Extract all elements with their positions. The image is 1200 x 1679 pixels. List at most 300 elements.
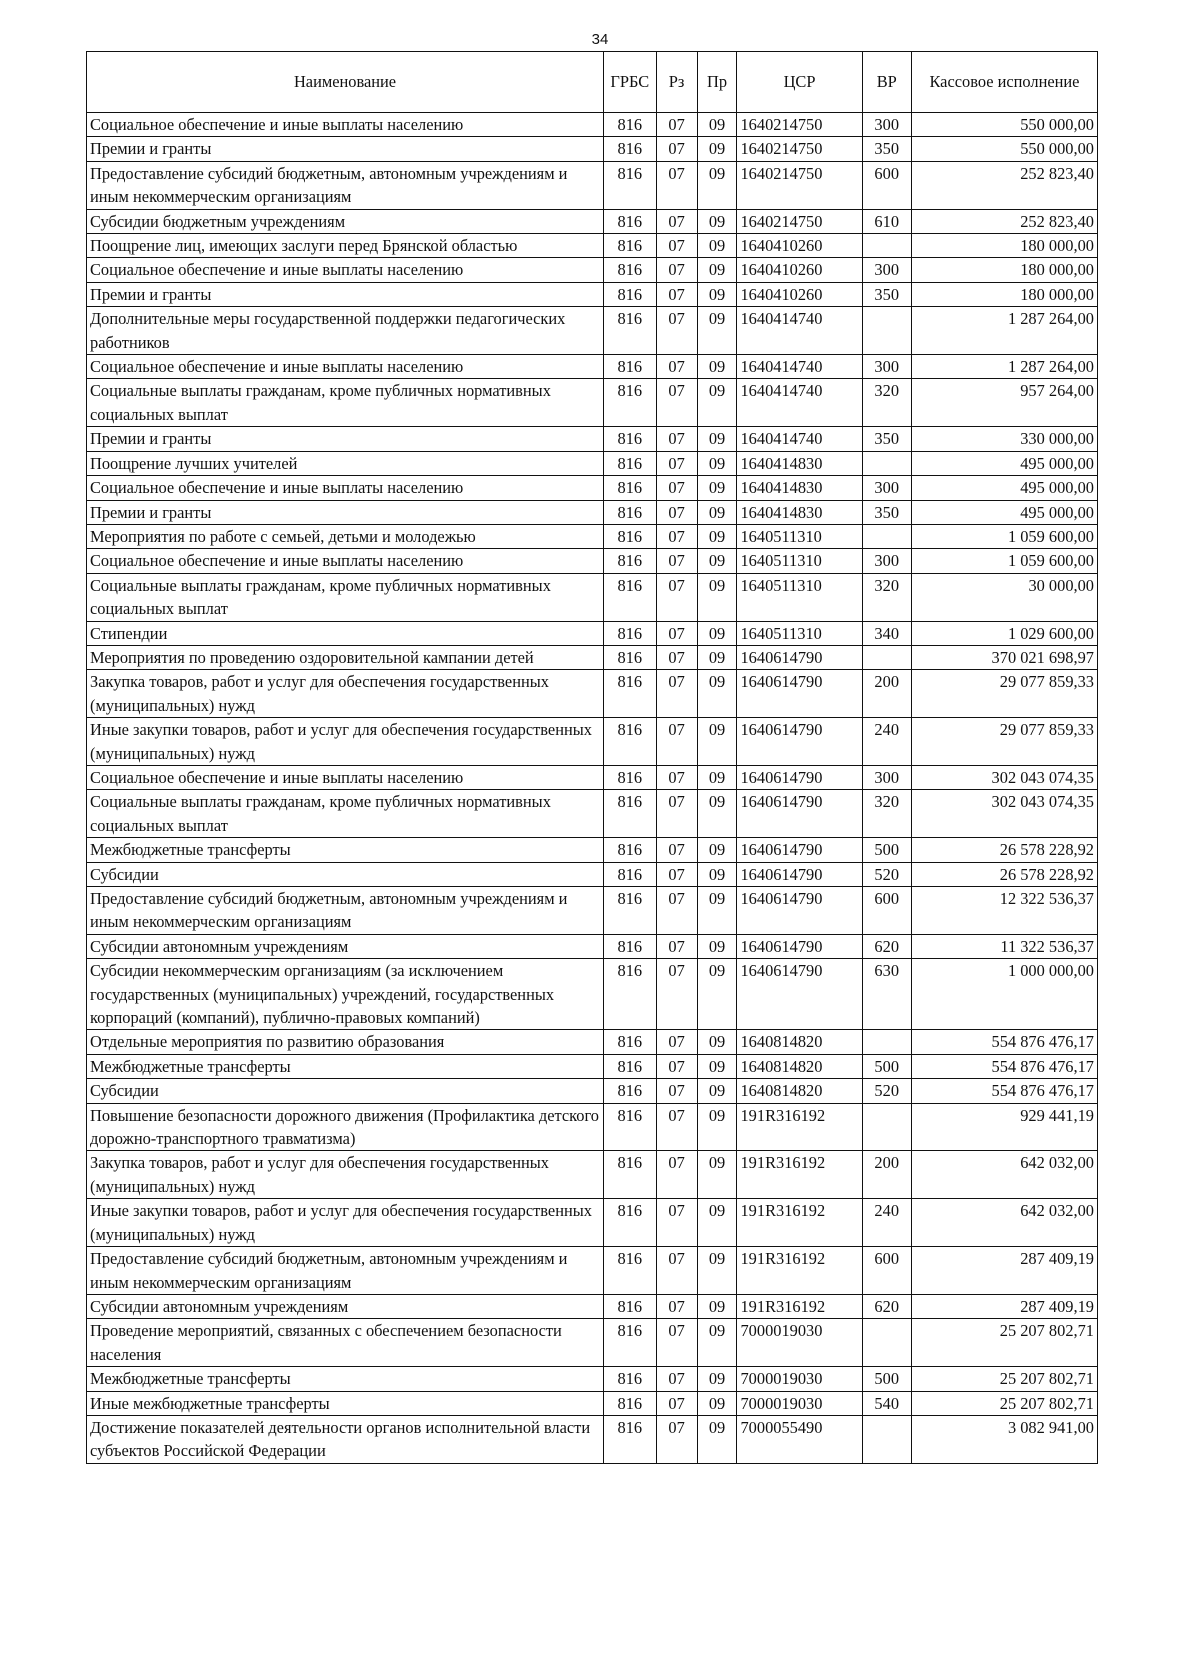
cell-amount: 495 000,00 — [911, 476, 1097, 500]
cell-csr: 1640614790 — [737, 934, 862, 958]
cell-name: Отдельные мероприятия по развитию образования — [87, 1030, 604, 1054]
cell-vr: 240 — [862, 718, 911, 766]
cell-grbs: 816 — [604, 645, 657, 669]
cell-rz: 07 — [656, 427, 697, 451]
cell-csr: 1640511310 — [737, 524, 862, 548]
cell-rz: 07 — [656, 1103, 697, 1151]
cell-vr: 500 — [862, 1054, 911, 1078]
cell-amount: 252 823,40 — [911, 209, 1097, 233]
cell-name: Повышение безопасности дорожного движения (Профилактика детского дорожно-транспортного травматизма) — [87, 1103, 604, 1151]
cell-grbs: 816 — [604, 209, 657, 233]
table-row — [87, 1030, 1098, 1054]
cell-rz: 07 — [656, 282, 697, 306]
table-row — [87, 524, 1098, 548]
cell-name: Премии и гранты — [87, 282, 604, 306]
cell-amount: 554 876 476,17 — [911, 1054, 1097, 1078]
cell-amount: 25 207 802,71 — [911, 1319, 1097, 1367]
table-row — [87, 258, 1098, 282]
header-rz: Рз — [656, 52, 697, 113]
cell-pr: 09 — [697, 1247, 737, 1295]
cell-grbs: 816 — [604, 1199, 657, 1247]
cell-amount: 25 207 802,71 — [911, 1391, 1097, 1415]
cell-amount: 180 000,00 — [911, 234, 1097, 258]
table-row — [87, 670, 1098, 718]
cell-csr: 1640214750 — [737, 161, 862, 209]
cell-rz: 07 — [656, 934, 697, 958]
cell-rz: 07 — [656, 258, 697, 282]
cell-pr: 09 — [697, 1103, 737, 1151]
cell-pr: 09 — [697, 1199, 737, 1247]
cell-grbs: 816 — [604, 307, 657, 355]
cell-csr: 1640410260 — [737, 282, 862, 306]
table-row — [87, 307, 1098, 355]
cell-pr: 09 — [697, 113, 737, 137]
cell-name: Мероприятия по проведению оздоровительной кампании детей — [87, 645, 604, 669]
table-row — [87, 451, 1098, 475]
header-pr: Пр — [697, 52, 737, 113]
cell-amount: 287 409,19 — [911, 1294, 1097, 1318]
cell-csr: 1640414740 — [737, 427, 862, 451]
cell-name: Поощрение лиц, имеющих заслуги перед Брянской областью — [87, 234, 604, 258]
table-row — [87, 137, 1098, 161]
cell-grbs: 816 — [604, 137, 657, 161]
cell-grbs: 816 — [604, 355, 657, 379]
cell-csr: 191R316192 — [737, 1294, 862, 1318]
cell-pr: 09 — [697, 887, 737, 935]
header-vr: ВР — [862, 52, 911, 113]
cell-amount: 25 207 802,71 — [911, 1367, 1097, 1391]
cell-pr: 09 — [697, 670, 737, 718]
cell-amount: 29 077 859,33 — [911, 718, 1097, 766]
cell-rz: 07 — [656, 959, 697, 1030]
cell-csr: 1640414830 — [737, 500, 862, 524]
cell-vr: 300 — [862, 258, 911, 282]
cell-grbs: 816 — [604, 790, 657, 838]
cell-amount: 929 441,19 — [911, 1103, 1097, 1151]
cell-rz: 07 — [656, 1319, 697, 1367]
table-row — [87, 887, 1098, 935]
cell-pr: 09 — [697, 500, 737, 524]
table-row — [87, 765, 1098, 789]
cell-csr: 7000055490 — [737, 1415, 862, 1463]
cell-amount: 554 876 476,17 — [911, 1079, 1097, 1103]
cell-vr: 320 — [862, 379, 911, 427]
cell-vr: 320 — [862, 573, 911, 621]
cell-pr: 09 — [697, 549, 737, 573]
cell-amount: 1 000 000,00 — [911, 959, 1097, 1030]
cell-grbs: 816 — [604, 451, 657, 475]
cell-amount: 642 032,00 — [911, 1151, 1097, 1199]
cell-rz: 07 — [656, 476, 697, 500]
cell-rz: 07 — [656, 161, 697, 209]
cell-csr: 1640814820 — [737, 1030, 862, 1054]
cell-rz: 07 — [656, 500, 697, 524]
cell-name: Субсидии — [87, 1079, 604, 1103]
cell-rz: 07 — [656, 113, 697, 137]
cell-name: Иные закупки товаров, работ и услуг для обеспечения государственных (муниципальных) нужд — [87, 718, 604, 766]
table-row — [87, 1391, 1098, 1415]
cell-amount: 1 059 600,00 — [911, 524, 1097, 548]
cell-amount: 180 000,00 — [911, 258, 1097, 282]
cell-csr: 1640410260 — [737, 258, 862, 282]
cell-rz: 07 — [656, 862, 697, 886]
cell-csr: 1640614790 — [737, 959, 862, 1030]
header-amount: Кассовое исполнение — [911, 52, 1097, 113]
cell-amount: 26 578 228,92 — [911, 862, 1097, 886]
cell-rz: 07 — [656, 790, 697, 838]
cell-name: Премии и гранты — [87, 137, 604, 161]
table-row — [87, 790, 1098, 838]
table-row — [87, 862, 1098, 886]
cell-vr — [862, 1103, 911, 1151]
cell-rz: 07 — [656, 765, 697, 789]
cell-name: Социальное обеспечение и иные выплаты населению — [87, 549, 604, 573]
cell-csr: 1640814820 — [737, 1054, 862, 1078]
cell-rz: 07 — [656, 451, 697, 475]
cell-csr: 1640414830 — [737, 451, 862, 475]
cell-name: Социальное обеспечение и иные выплаты населению — [87, 476, 604, 500]
budget-execution-table — [86, 51, 1098, 1464]
cell-rz: 07 — [656, 524, 697, 548]
cell-vr: 320 — [862, 790, 911, 838]
cell-name: Иные межбюджетные трансферты — [87, 1391, 604, 1415]
cell-csr: 1640414740 — [737, 307, 862, 355]
cell-amount: 330 000,00 — [911, 427, 1097, 451]
cell-csr: 191R316192 — [737, 1103, 862, 1151]
cell-grbs: 816 — [604, 765, 657, 789]
cell-csr: 1640511310 — [737, 549, 862, 573]
cell-rz: 07 — [656, 355, 697, 379]
cell-amount: 252 823,40 — [911, 161, 1097, 209]
cell-csr: 1640614790 — [737, 765, 862, 789]
cell-rz: 07 — [656, 1030, 697, 1054]
cell-amount: 1 029 600,00 — [911, 621, 1097, 645]
table-body — [87, 113, 1098, 1464]
cell-pr: 09 — [697, 1294, 737, 1318]
cell-name: Дополнительные меры государственной поддержки педагогических работников — [87, 307, 604, 355]
table-row — [87, 1319, 1098, 1367]
cell-name: Предоставление субсидий бюджетным, автономным учреждениям и иным некоммерческим организациям — [87, 1247, 604, 1295]
cell-name: Иные закупки товаров, работ и услуг для обеспечения государственных (муниципальных) нужд — [87, 1199, 604, 1247]
cell-csr: 1640614790 — [737, 862, 862, 886]
cell-vr: 500 — [862, 1367, 911, 1391]
cell-vr: 240 — [862, 1199, 911, 1247]
cell-grbs: 816 — [604, 161, 657, 209]
cell-rz: 07 — [656, 838, 697, 862]
table-row — [87, 645, 1098, 669]
cell-pr: 09 — [697, 307, 737, 355]
cell-amount: 3 082 941,00 — [911, 1415, 1097, 1463]
cell-pr: 09 — [697, 1030, 737, 1054]
table-row — [87, 718, 1098, 766]
cell-amount: 495 000,00 — [911, 500, 1097, 524]
cell-grbs: 816 — [604, 1103, 657, 1151]
cell-pr: 09 — [697, 379, 737, 427]
cell-vr: 620 — [862, 1294, 911, 1318]
cell-vr: 350 — [862, 500, 911, 524]
cell-amount: 30 000,00 — [911, 573, 1097, 621]
cell-grbs: 816 — [604, 718, 657, 766]
table-row — [87, 234, 1098, 258]
cell-amount: 1 287 264,00 — [911, 355, 1097, 379]
table-row — [87, 427, 1098, 451]
cell-vr: 300 — [862, 355, 911, 379]
cell-csr: 1640214750 — [737, 137, 862, 161]
cell-pr: 09 — [697, 959, 737, 1030]
cell-vr: 630 — [862, 959, 911, 1030]
cell-amount: 550 000,00 — [911, 137, 1097, 161]
cell-rz: 07 — [656, 1367, 697, 1391]
table-row — [87, 161, 1098, 209]
cell-pr: 09 — [697, 934, 737, 958]
cell-vr: 600 — [862, 1247, 911, 1295]
cell-name: Социальное обеспечение и иные выплаты населению — [87, 258, 604, 282]
cell-grbs: 816 — [604, 524, 657, 548]
cell-csr: 7000019030 — [737, 1367, 862, 1391]
cell-vr: 300 — [862, 113, 911, 137]
cell-csr: 1640614790 — [737, 670, 862, 718]
cell-vr — [862, 645, 911, 669]
cell-amount: 495 000,00 — [911, 451, 1097, 475]
cell-name: Предоставление субсидий бюджетным, автономным учреждениям и иным некоммерческим организациям — [87, 161, 604, 209]
cell-csr: 7000019030 — [737, 1391, 862, 1415]
cell-csr: 1640414830 — [737, 476, 862, 500]
cell-name: Поощрение лучших учителей — [87, 451, 604, 475]
cell-pr: 09 — [697, 838, 737, 862]
table-header-row — [87, 52, 1098, 113]
cell-amount: 370 021 698,97 — [911, 645, 1097, 669]
cell-pr: 09 — [697, 1391, 737, 1415]
cell-amount: 554 876 476,17 — [911, 1030, 1097, 1054]
cell-rz: 07 — [656, 887, 697, 935]
cell-rz: 07 — [656, 379, 697, 427]
cell-name: Премии и гранты — [87, 427, 604, 451]
cell-vr — [862, 307, 911, 355]
cell-amount: 180 000,00 — [911, 282, 1097, 306]
cell-vr: 340 — [862, 621, 911, 645]
cell-name: Социальные выплаты гражданам, кроме публичных нормативных социальных выплат — [87, 790, 604, 838]
cell-vr: 200 — [862, 670, 911, 718]
cell-pr: 09 — [697, 1415, 737, 1463]
header-name: Наименование — [87, 52, 604, 113]
cell-grbs: 816 — [604, 1415, 657, 1463]
cell-grbs: 816 — [604, 670, 657, 718]
cell-name: Субсидии некоммерческим организациям (за исключением государственных (муниципальных) учреждений, государственных корпораций (компаний), публично-правовых компаний) — [87, 959, 604, 1030]
cell-name: Закупка товаров, работ и услуг для обеспечения государственных (муниципальных) нужд — [87, 1151, 604, 1199]
cell-rz: 07 — [656, 1151, 697, 1199]
cell-amount: 957 264,00 — [911, 379, 1097, 427]
cell-vr — [862, 1030, 911, 1054]
cell-csr: 1640511310 — [737, 573, 862, 621]
table-row — [87, 1294, 1098, 1318]
cell-pr: 09 — [697, 282, 737, 306]
cell-amount: 1 059 600,00 — [911, 549, 1097, 573]
table-row — [87, 1367, 1098, 1391]
cell-vr: 200 — [862, 1151, 911, 1199]
cell-pr: 09 — [697, 1151, 737, 1199]
cell-grbs: 816 — [604, 427, 657, 451]
table-row — [87, 379, 1098, 427]
cell-pr: 09 — [697, 524, 737, 548]
cell-amount: 302 043 074,35 — [911, 765, 1097, 789]
cell-amount: 11 322 536,37 — [911, 934, 1097, 958]
cell-rz: 07 — [656, 1199, 697, 1247]
cell-name: Социальное обеспечение и иные выплаты населению — [87, 765, 604, 789]
table-row — [87, 621, 1098, 645]
cell-csr: 191R316192 — [737, 1247, 862, 1295]
cell-grbs: 816 — [604, 862, 657, 886]
cell-amount: 287 409,19 — [911, 1247, 1097, 1295]
cell-vr: 520 — [862, 1079, 911, 1103]
cell-vr: 500 — [862, 838, 911, 862]
cell-csr: 1640511310 — [737, 621, 862, 645]
cell-name: Закупка товаров, работ и услуг для обеспечения государственных (муниципальных) нужд — [87, 670, 604, 718]
cell-csr: 1640614790 — [737, 790, 862, 838]
cell-rz: 07 — [656, 1294, 697, 1318]
cell-csr: 1640414740 — [737, 355, 862, 379]
cell-pr: 09 — [697, 234, 737, 258]
cell-pr: 09 — [697, 765, 737, 789]
cell-grbs: 816 — [604, 234, 657, 258]
cell-rz: 07 — [656, 234, 697, 258]
cell-rz: 07 — [656, 549, 697, 573]
cell-name: Межбюджетные трансферты — [87, 1367, 604, 1391]
table-row — [87, 1247, 1098, 1295]
cell-amount: 12 322 536,37 — [911, 887, 1097, 935]
cell-csr: 1640414740 — [737, 379, 862, 427]
cell-grbs: 816 — [604, 838, 657, 862]
cell-pr: 09 — [697, 161, 737, 209]
page-number: 34 — [591, 31, 609, 48]
cell-pr: 09 — [697, 645, 737, 669]
cell-grbs: 816 — [604, 1391, 657, 1415]
table-row — [87, 1415, 1098, 1463]
cell-rz: 07 — [656, 718, 697, 766]
cell-csr: 1640614790 — [737, 887, 862, 935]
cell-pr: 09 — [697, 718, 737, 766]
cell-vr — [862, 234, 911, 258]
cell-name: Премии и гранты — [87, 500, 604, 524]
header-grbs: ГРБС — [604, 52, 657, 113]
cell-vr: 610 — [862, 209, 911, 233]
cell-rz: 07 — [656, 307, 697, 355]
cell-rz: 07 — [656, 1391, 697, 1415]
cell-grbs: 816 — [604, 1319, 657, 1367]
table-row — [87, 934, 1098, 958]
table-row — [87, 1054, 1098, 1078]
cell-rz: 07 — [656, 645, 697, 669]
table-row — [87, 476, 1098, 500]
cell-name: Социальное обеспечение и иные выплаты населению — [87, 355, 604, 379]
cell-name: Субсидии — [87, 862, 604, 886]
cell-vr: 600 — [862, 887, 911, 935]
cell-vr: 620 — [862, 934, 911, 958]
table-row — [87, 209, 1098, 233]
cell-csr: 1640410260 — [737, 234, 862, 258]
cell-vr: 540 — [862, 1391, 911, 1415]
table-row — [87, 500, 1098, 524]
table-row — [87, 282, 1098, 306]
cell-amount: 1 287 264,00 — [911, 307, 1097, 355]
cell-amount: 302 043 074,35 — [911, 790, 1097, 838]
table-row — [87, 1103, 1098, 1151]
cell-pr: 09 — [697, 1079, 737, 1103]
cell-rz: 07 — [656, 209, 697, 233]
cell-name: Субсидии автономным учреждениям — [87, 1294, 604, 1318]
cell-pr: 09 — [697, 355, 737, 379]
cell-pr: 09 — [697, 258, 737, 282]
cell-pr: 09 — [697, 427, 737, 451]
cell-csr: 1640614790 — [737, 838, 862, 862]
cell-name: Социальное обеспечение и иные выплаты населению — [87, 113, 604, 137]
cell-pr: 09 — [697, 209, 737, 233]
cell-rz: 07 — [656, 621, 697, 645]
cell-csr: 7000019030 — [737, 1319, 862, 1367]
cell-vr: 350 — [862, 427, 911, 451]
cell-vr — [862, 451, 911, 475]
cell-name: Проведение мероприятий, связанных с обеспечением безопасности населения — [87, 1319, 604, 1367]
cell-name: Предоставление субсидий бюджетным, автономным учреждениям и иным некоммерческим организациям — [87, 887, 604, 935]
cell-vr: 300 — [862, 549, 911, 573]
cell-grbs: 816 — [604, 621, 657, 645]
table-row — [87, 959, 1098, 1030]
cell-grbs: 816 — [604, 113, 657, 137]
cell-vr — [862, 1319, 911, 1367]
cell-csr: 191R316192 — [737, 1199, 862, 1247]
cell-rz: 07 — [656, 1415, 697, 1463]
table-row — [87, 1199, 1098, 1247]
cell-grbs: 816 — [604, 959, 657, 1030]
cell-vr: 350 — [862, 282, 911, 306]
cell-rz: 07 — [656, 1247, 697, 1295]
cell-name: Субсидии автономным учреждениям — [87, 934, 604, 958]
cell-grbs: 816 — [604, 1151, 657, 1199]
cell-grbs: 816 — [604, 887, 657, 935]
table-row — [87, 1151, 1098, 1199]
cell-grbs: 816 — [604, 934, 657, 958]
cell-amount: 29 077 859,33 — [911, 670, 1097, 718]
table-row — [87, 838, 1098, 862]
cell-pr: 09 — [697, 790, 737, 838]
cell-amount: 642 032,00 — [911, 1199, 1097, 1247]
cell-rz: 07 — [656, 137, 697, 161]
cell-pr: 09 — [697, 476, 737, 500]
cell-pr: 09 — [697, 1054, 737, 1078]
cell-pr: 09 — [697, 573, 737, 621]
cell-name: Субсидии бюджетным учреждениям — [87, 209, 604, 233]
cell-pr: 09 — [697, 1367, 737, 1391]
cell-name: Мероприятия по работе с семьей, детьми и молодежью — [87, 524, 604, 548]
cell-vr: 300 — [862, 476, 911, 500]
table-row — [87, 113, 1098, 137]
cell-name: Социальные выплаты гражданам, кроме публичных нормативных социальных выплат — [87, 573, 604, 621]
cell-vr: 520 — [862, 862, 911, 886]
cell-vr: 300 — [862, 765, 911, 789]
cell-vr — [862, 524, 911, 548]
cell-vr — [862, 1415, 911, 1463]
cell-rz: 07 — [656, 1054, 697, 1078]
cell-pr: 09 — [697, 137, 737, 161]
cell-grbs: 816 — [604, 258, 657, 282]
cell-grbs: 816 — [604, 549, 657, 573]
cell-name: Межбюджетные трансферты — [87, 838, 604, 862]
cell-name: Межбюджетные трансферты — [87, 1054, 604, 1078]
table-row — [87, 1079, 1098, 1103]
cell-grbs: 816 — [604, 282, 657, 306]
cell-name: Стипендии — [87, 621, 604, 645]
cell-csr: 191R316192 — [737, 1151, 862, 1199]
cell-csr: 1640214750 — [737, 113, 862, 137]
